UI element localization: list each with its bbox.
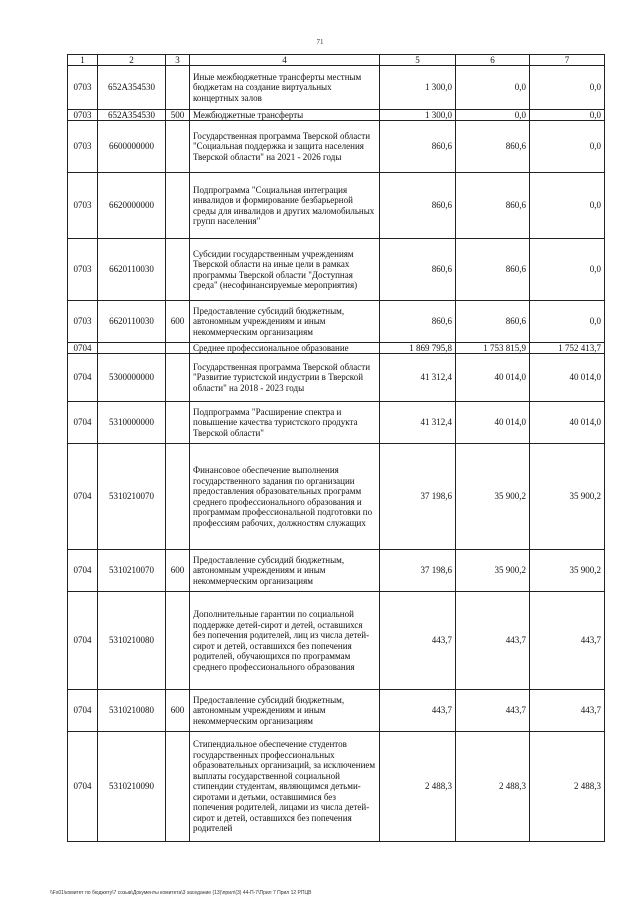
target-code: 5310210070 [98, 550, 166, 592]
item-name: Финансовое обеспечение выполнения государственного задания по организации предоставления образовательных программ среднего профессионального образования и программам профессиональной подготовки по профессиям рабочих, должностям служащих [190, 444, 380, 550]
amount-year-2: 0,0 [456, 66, 530, 110]
amount-year-2: 860,6 [456, 301, 530, 343]
target-code: 5300000000 [98, 354, 166, 402]
table-row [68, 66, 605, 110]
amount-year-1: 443,7 [380, 690, 456, 732]
expense-type-code [166, 121, 190, 173]
amount-year-3: 0,0 [530, 239, 605, 301]
amount-year-2: 35 900,2 [456, 550, 530, 592]
amount-year-1: 37 198,6 [380, 550, 456, 592]
section-code: 0703 [68, 239, 98, 301]
expense-type-code: 500 [166, 110, 190, 121]
table-row [68, 732, 605, 842]
expense-type-code [166, 173, 190, 239]
expense-type-code: 600 [166, 550, 190, 592]
amount-year-2: 443,7 [456, 690, 530, 732]
item-name: Подпрограмма "Социальная интеграция инвалидов и формирование безбарьерной среды для инвалидов и других маломобильных групп населения" [190, 173, 380, 239]
budget-table [67, 54, 605, 842]
amount-year-3: 0,0 [530, 110, 605, 121]
amount-year-1: 41 312,4 [380, 354, 456, 402]
section-code: 0704 [68, 690, 98, 732]
table-row [68, 173, 605, 239]
section-code: 0703 [68, 66, 98, 110]
item-name: Межбюджетные трансферты [190, 110, 380, 121]
table-row [68, 550, 605, 592]
amount-year-3: 40 014,0 [530, 402, 605, 444]
expense-type-code [166, 343, 190, 354]
file-path-footer: \\Fs01\комитет по бюджету\7 созыв\Документы комитета\3 заседание (13)\прил\(3) 44-П-7\Прил 7 Прил 12 РПЦВ [50, 890, 312, 896]
amount-year-2: 2 488,3 [456, 732, 530, 842]
item-name: Иные межбюджетные трансферты местным бюджетам на создание виртуальных концертных залов [190, 66, 380, 110]
target-code: 652А354530 [98, 66, 166, 110]
expense-type-code [166, 402, 190, 444]
amount-year-1: 41 312,4 [380, 402, 456, 444]
target-code [98, 343, 166, 354]
amount-year-1: 860,6 [380, 301, 456, 343]
section-code: 0704 [68, 732, 98, 842]
amount-year-2: 40 014,0 [456, 354, 530, 402]
amount-year-3: 2 488,3 [530, 732, 605, 842]
section-code: 0704 [68, 354, 98, 402]
item-name: Государственная программа Тверской области "Социальная поддержка и защита населения Тверской области" на 2021 - 2026 годы [190, 121, 380, 173]
table-row [68, 592, 605, 690]
amount-year-1: 860,6 [380, 121, 456, 173]
amount-year-3: 0,0 [530, 66, 605, 110]
amount-year-2: 860,6 [456, 121, 530, 173]
header-col-4: 4 [190, 55, 380, 66]
amount-year-2: 443,7 [456, 592, 530, 690]
target-code: 652А354530 [98, 110, 166, 121]
amount-year-3: 443,7 [530, 690, 605, 732]
amount-year-1: 1 300,0 [380, 66, 456, 110]
table-row [68, 354, 605, 402]
expense-type-code [166, 732, 190, 842]
amount-year-2: 860,6 [456, 239, 530, 301]
header-col-5: 5 [380, 55, 456, 66]
section-code: 0703 [68, 121, 98, 173]
expense-type-code: 600 [166, 690, 190, 732]
amount-year-1: 860,6 [380, 239, 456, 301]
expense-type-code: 600 [166, 301, 190, 343]
table-row [68, 121, 605, 173]
amount-year-2: 0,0 [456, 110, 530, 121]
target-code: 6620110030 [98, 239, 166, 301]
amount-year-3: 0,0 [530, 173, 605, 239]
section-code: 0704 [68, 402, 98, 444]
section-code: 0704 [68, 592, 98, 690]
table-row [68, 690, 605, 732]
expense-type-code [166, 66, 190, 110]
amount-year-2: 860,6 [456, 173, 530, 239]
amount-year-1: 1 869 795,8 [380, 343, 456, 354]
amount-year-3: 40 014,0 [530, 354, 605, 402]
item-name: Стипендиальное обеспечение студентов государственных профессиональных образовательных организаций, за исключением выплаты государственной социальной стипендии студентам, являющимся детьми-сиротами и детьми, оставшимися без попечения родителей, лицами из числа детей-сирот и детей, оставшихся без попечения родителей [190, 732, 380, 842]
item-name: Предоставление субсидий бюджетным, автономным учреждениям и иным некоммерческим организациям [190, 550, 380, 592]
amount-year-3: 0,0 [530, 121, 605, 173]
header-col-6: 6 [456, 55, 530, 66]
target-code: 5310210070 [98, 444, 166, 550]
expense-type-code [166, 239, 190, 301]
table-row [68, 301, 605, 343]
table-row [68, 444, 605, 550]
amount-year-2: 35 900,2 [456, 444, 530, 550]
header-col-1: 1 [68, 55, 98, 66]
page-number: 71 [316, 38, 324, 46]
target-code: 5310210080 [98, 592, 166, 690]
target-code: 6620110030 [98, 301, 166, 343]
header-col-2: 2 [98, 55, 166, 66]
header-col-7: 7 [530, 55, 605, 66]
amount-year-1: 443,7 [380, 592, 456, 690]
item-name: Среднее профессиональное образование [190, 343, 380, 354]
target-code: 5310210090 [98, 732, 166, 842]
table-header-row [68, 55, 605, 66]
section-code: 0703 [68, 173, 98, 239]
table-row [68, 239, 605, 301]
table-row [68, 110, 605, 121]
section-code: 0704 [68, 343, 98, 354]
amount-year-3: 0,0 [530, 301, 605, 343]
target-code: 6620000000 [98, 173, 166, 239]
expense-type-code [166, 354, 190, 402]
table-row [68, 402, 605, 444]
header-col-3: 3 [166, 55, 190, 66]
section-code: 0704 [68, 550, 98, 592]
amount-year-1: 860,6 [380, 173, 456, 239]
amount-year-1: 37 198,6 [380, 444, 456, 550]
section-code: 0704 [68, 444, 98, 550]
item-name: Дополнительные гарантии по социальной поддержке детей-сирот и детей, оставшихся без попечения родителей, лиц из числа детей-сирот и детей, оставшихся без попечения родителей, обучающихся по программам среднего профессионального образования [190, 592, 380, 690]
section-code: 0703 [68, 110, 98, 121]
section-code: 0703 [68, 301, 98, 343]
target-code: 5310000000 [98, 402, 166, 444]
item-name: Подпрограмма "Расширение спектра и повышение качества туристского продукта Тверской области" [190, 402, 380, 444]
amount-year-1: 2 488,3 [380, 732, 456, 842]
table-row [68, 343, 605, 354]
amount-year-2: 40 014,0 [456, 402, 530, 444]
item-name: Предоставление субсидий бюджетным, автономным учреждениям и иным некоммерческим организациям [190, 301, 380, 343]
amount-year-3: 35 900,2 [530, 444, 605, 550]
amount-year-3: 35 900,2 [530, 550, 605, 592]
amount-year-3: 1 752 413,7 [530, 343, 605, 354]
item-name: Государственная программа Тверской области "Развитие туристской индустрии в Тверской области" на 2018 - 2023 годы [190, 354, 380, 402]
item-name: Предоставление субсидий бюджетным, автономным учреждениям и иным некоммерческим организациям [190, 690, 380, 732]
target-code: 5310210080 [98, 690, 166, 732]
amount-year-3: 443,7 [530, 592, 605, 690]
expense-type-code [166, 592, 190, 690]
expense-type-code [166, 444, 190, 550]
target-code: 6600000000 [98, 121, 166, 173]
amount-year-2: 1 753 815,9 [456, 343, 530, 354]
item-name: Субсидии государственным учреждениям Тверской области на иные цели в рамках программы Тверской области "Доступная среда" (несофинансируемые мероприятия) [190, 239, 380, 301]
amount-year-1: 1 300,0 [380, 110, 456, 121]
